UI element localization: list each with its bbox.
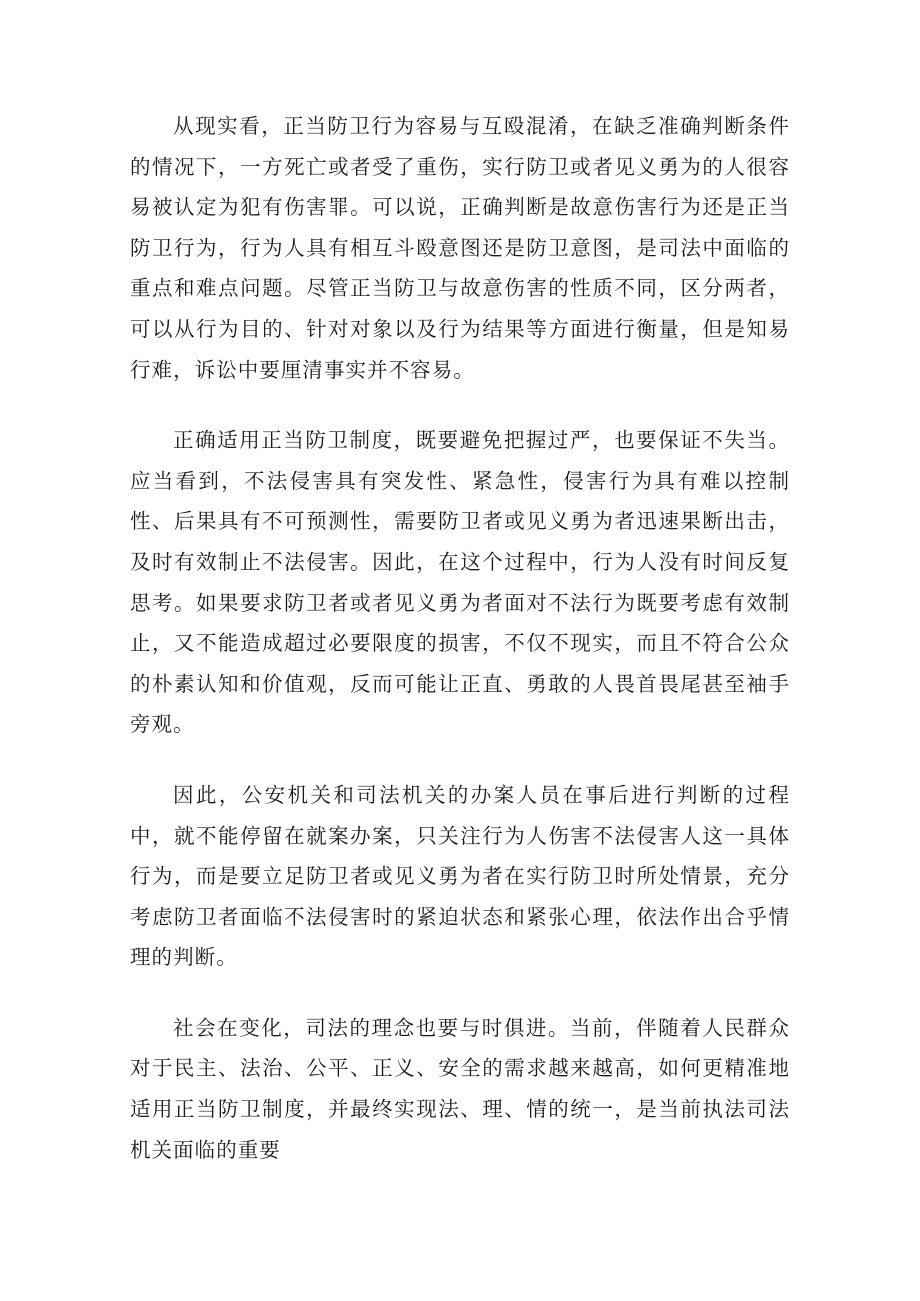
paragraph-4: 社会在变化，司法的理念也要与时俱进。当前，伴随着人民群众对于民主、法治、公平、正义、安全的需求越来越高，如何更精准地适用正当防卫制度，并最终实现法、理、情的统一，是当前执法司法机关面临的重要	[130, 1015, 790, 1162]
paragraph-1: 从现实看，正当防卫行为容易与互殴混淆，在缺乏准确判断条件的情况下，一方死亡或者受了重伤，实行防卫或者见义勇为的人很容易被认定为犯有伤害罪。可以说，正确判断是故意伤害行为还是正当防卫行为，行为人具有相互斗殴意图还是防卫意图，是司法中面临的重点和难点问题。尽管正当防卫与故意伤害的性质不同，区分两者，可以从行为目的、针对对象以及行为结果等方面进行衡量，但是知易行难，诉讼中要厘清事实并不容易。	[130, 114, 790, 382]
document-body	[130, 106, 790, 1170]
paragraph-3: 因此，公安机关和司法机关的办案人员在事后进行判断的过程中，就不能停留在就案办案，只关注行为人伤害不法侵害人这一具体行为，而是要立足防卫者或见义勇为者在实行防卫时所处情景，充分考虑防卫者面临不法侵害时的紧迫状态和紧张心理，依法作出合乎情理的判断。	[130, 782, 790, 970]
paragraph-2: 正确适用正当防卫制度，既要避免把握过严，也要保证不失当。应当看到，不法侵害具有突发性、紧急性，侵害行为具有难以控制性、后果具有不可预测性，需要防卫者或见义勇为者迅速果断出击，及时有效制止不法侵害。因此，在这个过程中，行为人没有时间反复思考。如果要求防卫者或者见义勇为者面对不法行为既要考虑有效制止，又不能造成超过必要限度的损害，不仅不现实，而且不符合公众的朴素认知和价值观，反而可能让正直、勇敢的人畏首畏尾甚至袖手旁观。	[130, 428, 790, 737]
